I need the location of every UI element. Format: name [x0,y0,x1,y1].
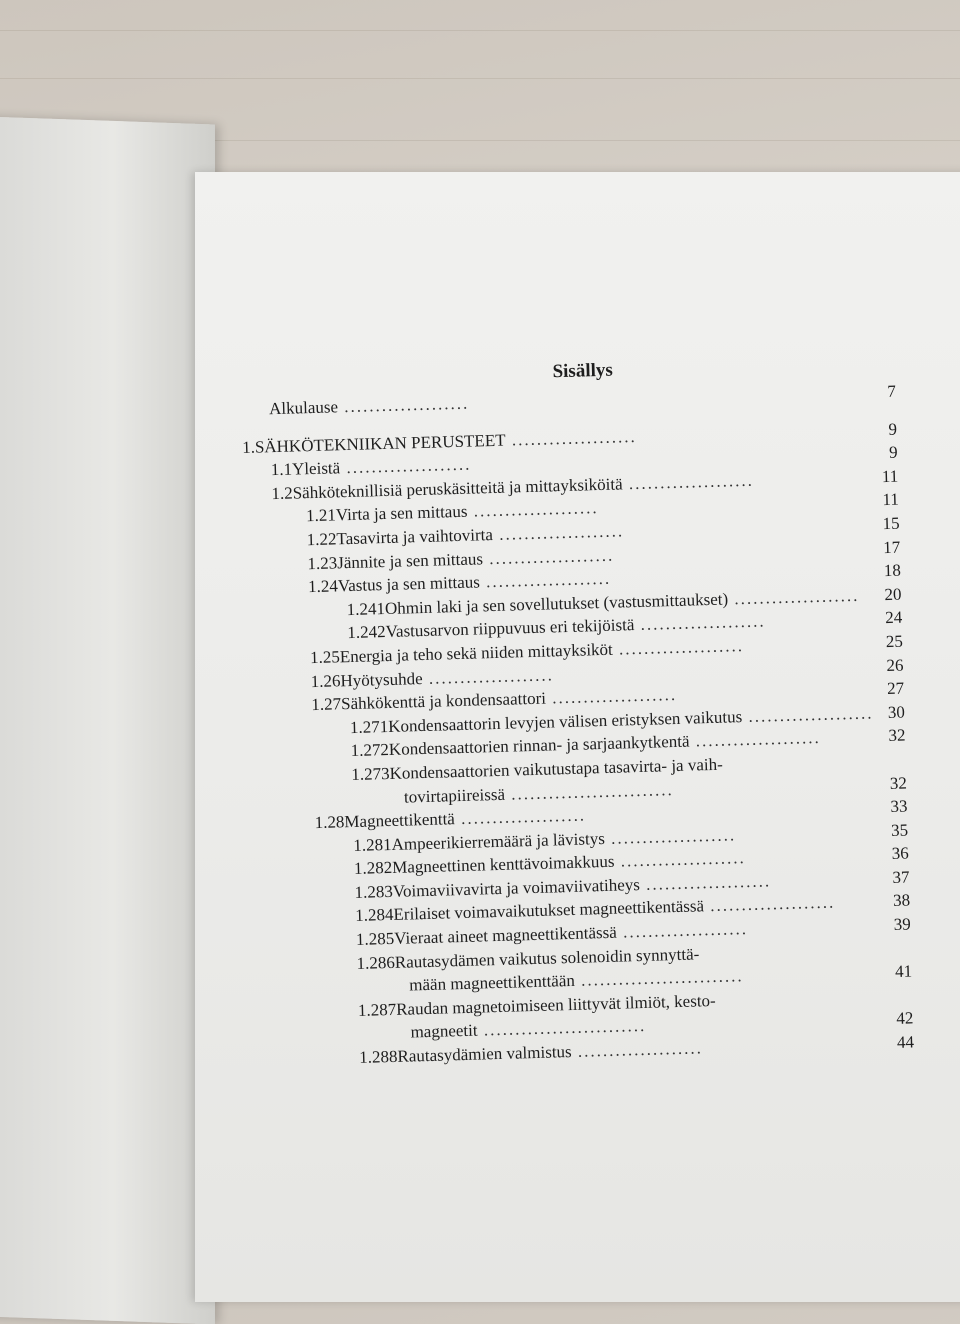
entry-title: Rautasydämen vaikutus solenoidin synnyttä- [394,944,700,972]
entry-page: 11 [882,490,900,510]
entry-page: 44 [896,1032,915,1052]
entry-page: 41 [894,961,913,982]
dot-leader: .................... [612,635,745,659]
entry-title-continued: tovirtapiireissä [403,784,506,807]
entry-number: 1.286 [356,952,396,973]
entry-page: 36 [891,843,910,864]
dot-leader: .................... [545,685,678,708]
entry-page: 20 [884,584,902,604]
entry-page: 15 [882,513,900,534]
dot-leader: .................... [634,611,766,635]
dot-leader: .................... [339,454,472,478]
entry-page: 25 [885,631,904,652]
entry-number: 1.25 [309,647,341,668]
entry-title: Tasavirta ja vaihtovirta [336,524,494,549]
dot-leader: .......................... [574,966,744,991]
entry-title: Rautasydämien valmistus [397,1042,572,1066]
entry-title: Kondensaattorien rinnan- ja sarjaankytkentä [388,731,690,760]
entry-title: Energia ja teho sekä niiden mittayksiköt [339,639,614,667]
entry-number: 1.28 [314,812,345,833]
entry-number: 1. [241,437,256,457]
toc-title: Sisällys [552,359,614,383]
indent-spacer [357,991,409,992]
dot-leader: .................... [604,825,737,848]
entry-number: 1.287 [357,999,397,1020]
dot-leader: .................... [422,664,555,688]
indent-spacer [352,802,404,803]
entry-title: Alkulause [268,397,339,419]
dot-leader: .......................... [477,1016,647,1041]
dot-leader: .................... [482,545,615,568]
dot-leader: .................... [616,919,749,942]
entry-title: Ampeerikierremäärä ja lävistys [391,828,606,854]
entry-page: 32 [889,773,908,793]
toc-entries [241,380,915,1073]
entry-page: 33 [890,796,908,817]
entry-page: 35 [890,820,909,840]
entry-title: Vastusarvon riippuvuus eri tekijöistä [385,615,635,642]
left-page [0,116,215,1324]
entry-page: 18 [883,560,902,581]
dot-leader: .................... [479,568,612,592]
entry-title: Erilaiset voimavaikutukset magneettikentässä [393,896,705,925]
dot-leader: .................... [639,871,772,894]
entry-title: Sähköteknillisiä peruskäsitteitä ja mittayksiköitä [292,474,623,503]
entry-number: 1.2 [271,483,293,503]
entry-page: 37 [892,867,910,887]
entry-number: 1.1 [270,459,293,480]
dot-leader: .................... [337,393,470,417]
entry-page: 17 [882,537,901,557]
dot-leader: .................... [741,703,874,726]
entry-title: Magneettinen kenttävoimakkuus [391,852,615,878]
entry-number: 1.284 [355,905,394,926]
entry-number: 1.288 [358,1046,398,1067]
entry-title: Hyötysuhde [340,668,423,690]
entry-title: Virta ja sen mittaus [335,502,468,525]
indent-spacer [359,1038,411,1039]
entry-page: 9 [888,419,898,439]
entry-number: 1.24 [307,576,339,597]
entry-page: 11 [881,466,899,486]
entry-page: 39 [893,914,911,935]
entry-title: SÄHKÖTEKNIIKAN PERUSTEET [254,430,506,457]
entry-title: Vastus ja sen mittaus [337,572,481,596]
entry-number: 1.27 [311,694,342,715]
dot-leader: .................... [571,1038,704,1062]
dot-leader: .................... [467,498,599,522]
entry-number: 1.242 [347,622,386,643]
entry-number: 1.23 [307,552,338,573]
entry-number: 1.21 [305,505,337,526]
entry-title: Magneettikenttä [344,809,456,832]
entry-page: 42 [896,1008,914,1029]
entry-page: 27 [886,678,905,699]
entry-title: Vieraat aineet magneettikentässä [393,922,618,948]
entry-page: 32 [888,725,906,746]
entry-number: 1.26 [310,670,341,691]
entry-page: 26 [886,655,904,675]
entry-title: Yleistä [291,458,341,479]
entry-title: Kondensaattorin levyjen välisen eristyksen vaikutus [387,706,743,736]
entry-title: Ohmin laki ja sen sovellutukset (vastusmittaukset) [384,589,729,618]
entry-number: 1.273 [351,763,390,784]
dot-leader: .......................... [504,779,674,804]
entry-number: 1.272 [350,740,390,761]
entry-number: 1.22 [306,529,337,550]
entry-number: 1.271 [349,716,389,737]
entry-title-continued: mään magneettikenttään [408,971,576,995]
entry-number: 1.283 [354,881,394,902]
entry-page: 9 [888,442,898,463]
entry-title: Raudan magnetoimiseen liittyvät ilmiöt, kesto- [395,990,716,1019]
entry-title: Jännite ja sen mittaus [336,548,484,572]
entry-page: 24 [884,607,903,628]
dot-leader: .................... [454,805,587,829]
entry-number: 1.285 [355,928,395,950]
entry-page: 38 [892,890,911,911]
dot-leader: .................... [727,585,860,609]
entry-title: Kondensaattorien vaikutustapa tasavirta- ja vaih- [389,754,723,783]
dot-leader: .................... [622,470,755,494]
entry-number: 1.282 [353,858,393,879]
entry-title-continued: magneetit [410,1021,478,1042]
entry-number: 1.281 [353,834,392,855]
dot-leader: .................... [492,521,625,544]
dot-leader: .................... [703,893,836,916]
table-of-contents [240,352,914,1073]
entry-title: Voimaviivavirta ja voimaviivatiheys [392,874,641,901]
entry-page: 7 [887,381,897,401]
entry-page: 30 [887,702,906,722]
entry-number: 1.241 [346,598,386,619]
dot-leader: .................... [505,426,637,450]
dot-leader: .................... [614,848,746,872]
dot-leader: .................... [689,728,821,751]
entry-title: Sähkökenttä ja kondensaattori [340,688,547,714]
